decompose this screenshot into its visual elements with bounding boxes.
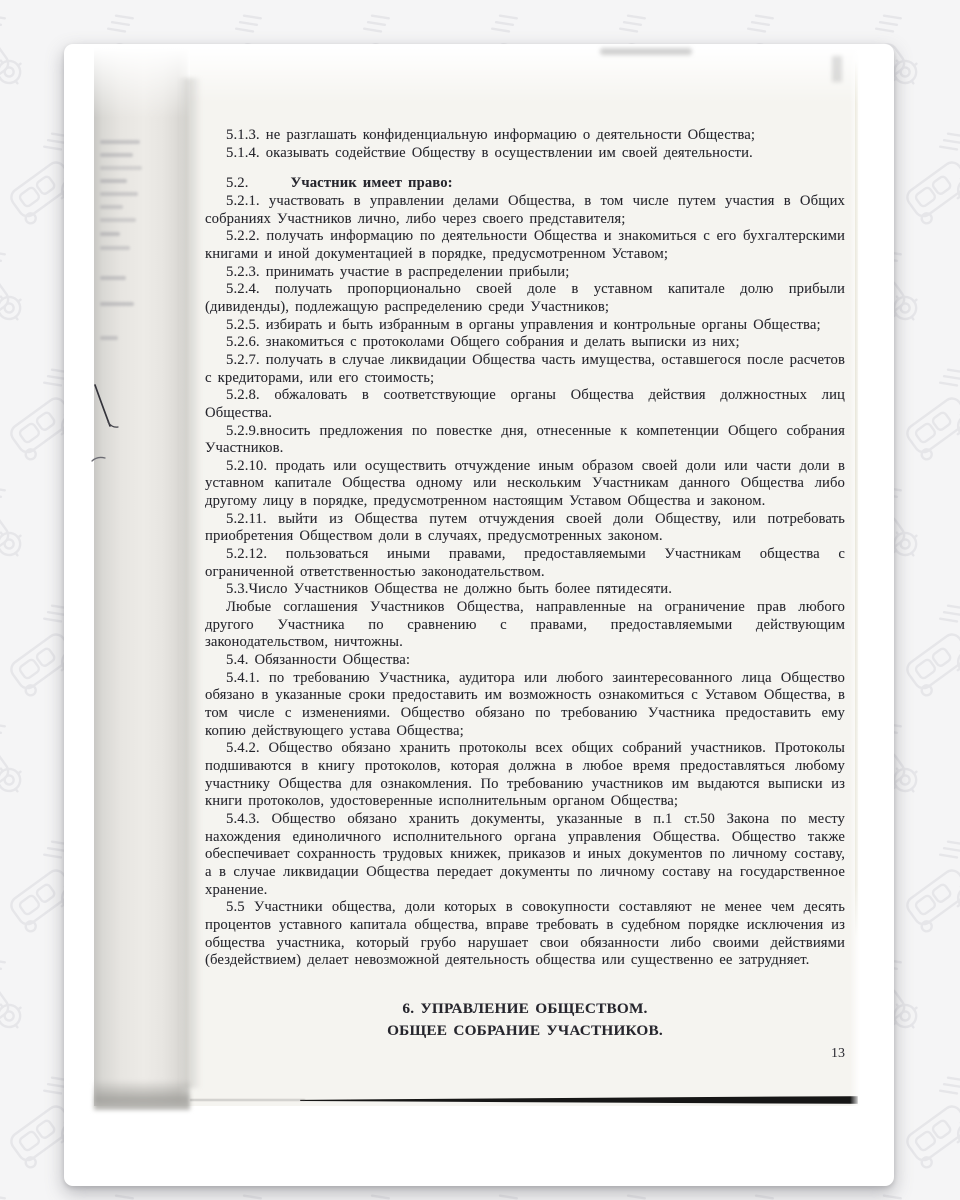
scan-top-smudge	[600, 48, 692, 55]
paragraph-5.2.12: 5.2.12. пользоваться иными правами, предоставляемыми Участникам общества с ограниченной ответственностью законодательством.	[205, 546, 845, 580]
paragraph-5.2: 5.2. Участник имеет право:	[226, 175, 453, 192]
page-edge-line	[855, 60, 858, 938]
paragraph-5.4.2: 5.4.2. Общество обязано хранить протоколы всех общих собраний участников. Протоколы подшиваются в книгу протоколов, которая должна в любое время предоставляться любому участнику Общества для ознакомления. По требованию участников им выдаются выписки из книги протоколов, удостоверенные исполнительным органом Общества;	[205, 740, 845, 810]
paragraph-5.2.7: 5.2.7. получать в случае ликвидации Общества часть имущества, оставшегося после расчетов с кредиторами, или его стоимость;	[205, 351, 845, 386]
paragraph-5.2.4: 5.2.4. получать пропорционально своей доле в уставном капитале долю прибыли (дивиденды), подлежащую распределению среди Участников;	[205, 281, 845, 315]
paragraph-5.2.10: 5.2.10. продать или осуществить отчуждение иным образом своей доли или части доли в уставном капитале Общества одному или нескольким Участникам данного Общества либо другому лицу в порядке, предусмотренном настоящим Уставом Общества и законом.	[205, 457, 845, 510]
paragraph-5.1.3: 5.1.3. не разглашать конфиденциальную информацию о деятельности Общества;	[226, 127, 756, 143]
scan-bottom-edge	[300, 1096, 858, 1104]
paragraph-5.2.11: 5.2.11. выйти из Общества путем отчуждения своей доли Обществу, или потребовать приобретения Обществом доли в случаях, предусмотренных законом.	[205, 510, 845, 545]
scanned-page-card	[64, 44, 894, 1186]
paragraph-5.2.1: 5.2.1. участвовать в управлении делами Общества, в том числе путем участия в Общих собраниях Участников лично, либо через своего представителя;	[205, 192, 845, 227]
paragraph-5.4: 5.4. Обязанности Общества:	[226, 652, 411, 669]
paragraph-5.2.5: 5.2.5. избирать и быть избранным в органы управления и контрольные органы Общества;	[226, 316, 821, 333]
gutter-top-fade	[94, 48, 190, 118]
paragraph-5.5: 5.5 Участники общества, доли которых в совокупности составляют не менее чем десять процентов уставного капитала общества, вправе требовать в судебном порядке исключения из общества участника, который грубо нарушает свои обязанности либо своими действиями (бездействием) делает невозможной деятельность общества или существенно ее затрудняет.	[205, 899, 845, 969]
paragraph-5.1.4: 5.1.4. оказывать содействие Обществу в осуществлении им своей деятельности.	[226, 144, 753, 161]
paragraph-5.3-note: Любые соглашения Участников Общества, направленные на ограничение прав любого другого Участника по сравнению с правами, предоставляемыми действующим законодательством, ничтожны.	[205, 599, 845, 651]
paragraph-5.4.3: 5.4.3. Общество обязано хранить документы, указанные в п.1 ст.50 Закона по месту нахождения единоличного исполнительного органа управления Общества. Общество также обеспечивает сохранность трудовых книжек, приказов и иных документов по личному составу, а в случае ликвидации Общества передает документы по личному составу на государственное хранение.	[205, 810, 845, 898]
paragraph-5.2.3: 5.2.3. принимать участие в распределении прибыли;	[226, 263, 570, 280]
scan-top-smudge-small	[832, 56, 842, 82]
scan-bottom-edge-tail	[190, 1099, 305, 1101]
paragraph-5.2.9: 5.2.9.вносить предложения по повестке дня, отнесенные к компетенции Общего собрания Участников.	[205, 422, 845, 457]
book-gutter	[94, 48, 190, 1106]
gutter-bottom-smudge	[94, 1080, 190, 1110]
fold-shadow	[178, 78, 202, 1088]
paragraph-5.2.8: 5.2.8. обжаловать в соответствующие органы Общества действия должностных лиц Общества.	[205, 387, 845, 421]
section-6-heading	[205, 998, 845, 1042]
paragraphs-container	[205, 127, 845, 970]
document-text	[205, 127, 845, 1042]
paragraph-5.2.2: 5.2.2. получать информацию по деятельности Общества и знакомиться с его бухгалтерскими книгами и иной документацией в порядке, предусмотренном Уставом;	[205, 228, 845, 262]
paragraph-5.4.1: 5.4.1. по требованию Участника, аудитора или любого заинтересованного лица Общество обязано в указанные сроки предоставить им возможность ознакомиться с Уставом Общества, в том числе с изменениями. Общество обязано по требованию Участника предоставить ему копию действующего устава Общества;	[205, 669, 845, 739]
section-6-heading-line2: ОБЩЕЕ СОБРАНИЕ УЧАСТНИКОВ.	[387, 1021, 663, 1039]
paragraph-5.2.6: 5.2.6. знакомиться с протоколами Общего собрания и делать выписки из них;	[226, 334, 740, 351]
page-number: 13	[831, 1046, 845, 1061]
paragraph-5.3: 5.3.Число Участников Общества не должно быть более пятидесяти.	[226, 581, 673, 598]
bleed-through-text	[100, 140, 148, 340]
section-6-heading-line1: 6. УПРАВЛЕНИЕ ОБЩЕСТВОМ.	[402, 999, 648, 1017]
pen-mark-icon	[88, 382, 124, 442]
pen-tick-icon	[90, 452, 110, 466]
